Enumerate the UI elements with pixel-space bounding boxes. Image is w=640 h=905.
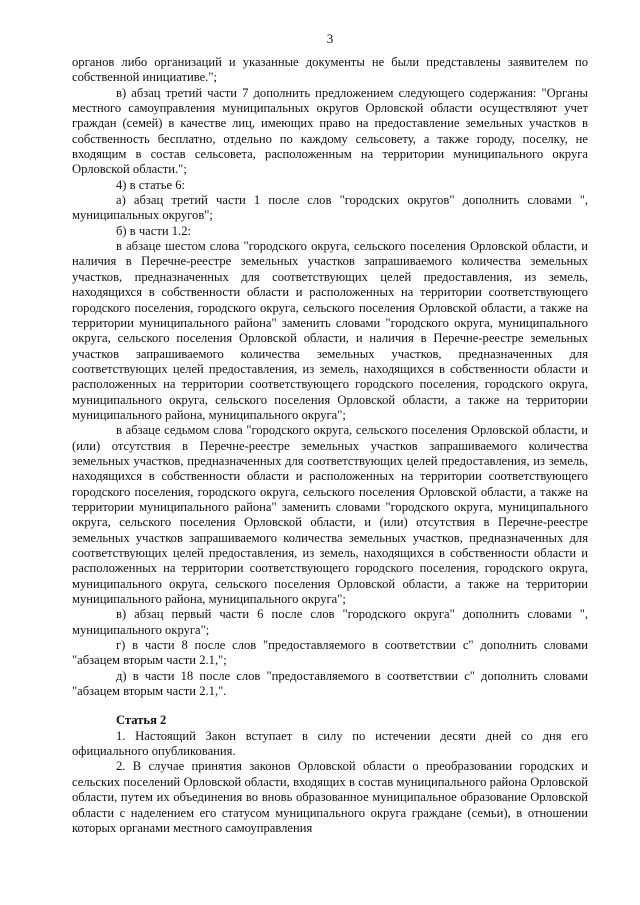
article-2-heading: Статья 2 (116, 713, 167, 728)
paragraph-item-a: а) абзац третий части 1 после слов "городских округов" дополнить словами ", муниципальных округов"; (72, 193, 588, 223)
paragraph-item-v-part6: в) абзац первый части 6 после слов "городского округа" дополнить словами ", муниципального округа"; (72, 607, 588, 637)
paragraph-item-4: 4) в статье 6: (116, 177, 186, 192)
article-2-paragraph-1: 1. Настоящий Закон вступает в силу по истечении десяти дней со дня его официального опубликования. (72, 728, 588, 759)
page-number: 3 (326, 31, 334, 46)
paragraph-item-v: в) абзац третий части 7 дополнить предложением следующего содержания: "Органы местного самоуправления муниципальных округов Орловской области осуществляют учет граждан (семей) в качестве лиц, имеющих право на предоставление земельных участков в собственность бесплатно, отдельно по каждому сельсовету, а также городу, поселку, не входящим в состав сельсовета, расположенным на территории муниципального округа Орловской области."; (72, 85, 588, 177)
paragraph-item-b: б) в части 1.2: (116, 223, 191, 238)
paragraph-continuation: органов либо организаций и указанные документы не были представлены заявителем по собственной инициативе."; (72, 55, 588, 85)
paragraph-item-g: г) в части 8 после слов "предоставляемого в соответствии с" дополнить словами "абзацем вторым части 2.1,"; (72, 638, 588, 668)
paragraph-seventh-abzac: в абзаце седьмом слова "городского округа, сельского поселения Орловской области, и (или) отсутствия в Перечне-реестре земельных участков запрашиваемого количества земельных участков, предназначенных для соответствующих целей предоставления, из земель, находящихся в собственности области и расположенных на территории соответствующего городского поселения, городского округа, сельского поселения Орловской области, а также на территории муниципального района" заменить словами "городского округа, муниципального округа, сельского поселения Орловской области, и (или) отсутствия в Перечне-реестре земельных участков запрашиваемого количества земельных участков, предназначенных для соответствующих целей предоставления, из земель, находящихся в собственности области и расположенных на территории соответствующего городского поселения, городского округа, муниципального округа, сельского поселения Орловской области, а также на территории муниципального района, муниципального округа"; (72, 423, 588, 607)
paragraph-sixth-abzac: в абзаце шестом слова "городского округа, сельского поселения Орловской области, и наличия в Перечне-реестре земельных участков запрашиваемого количества земельных участков, предназначенных для соответствующих целей предоставления, из земель, находящихся в собственности области и расположенных на территории соответствующего городского поселения, городского округа, сельского поселения Орловской области, а также на территории муниципального района" заменить словами "городского округа, муниципального округа, сельского поселения Орловской области, и наличия в Перечне-реестре земельных участков запрашиваемого количества земельных участков, предназначенных для соответствующих целей предоставления, из земель, находящихся в собственности области и расположенных на территории соответствующего городского поселения, городского округа, муниципального округа, сельского поселения Орловской области, а также на территории муниципального района, муниципального округа"; (72, 239, 588, 422)
document-body (72, 55, 588, 836)
article-2-paragraph-2: 2. В случае принятия законов Орловской области о преобразовании городских и сельских поселений Орловской области, входящих в состав муниципального района Орловской области, путем их объединения во вновь образованное муниципальное образование Орловской области с наделением его статусом муниципального округа граждане (семьи), в отношении которых органами местного самоуправления (72, 759, 588, 835)
paragraph-item-d: д) в части 18 после слов "предоставляемого в соответствии с" дополнить словами "абзацем вторым части 2.1,". (72, 668, 588, 699)
